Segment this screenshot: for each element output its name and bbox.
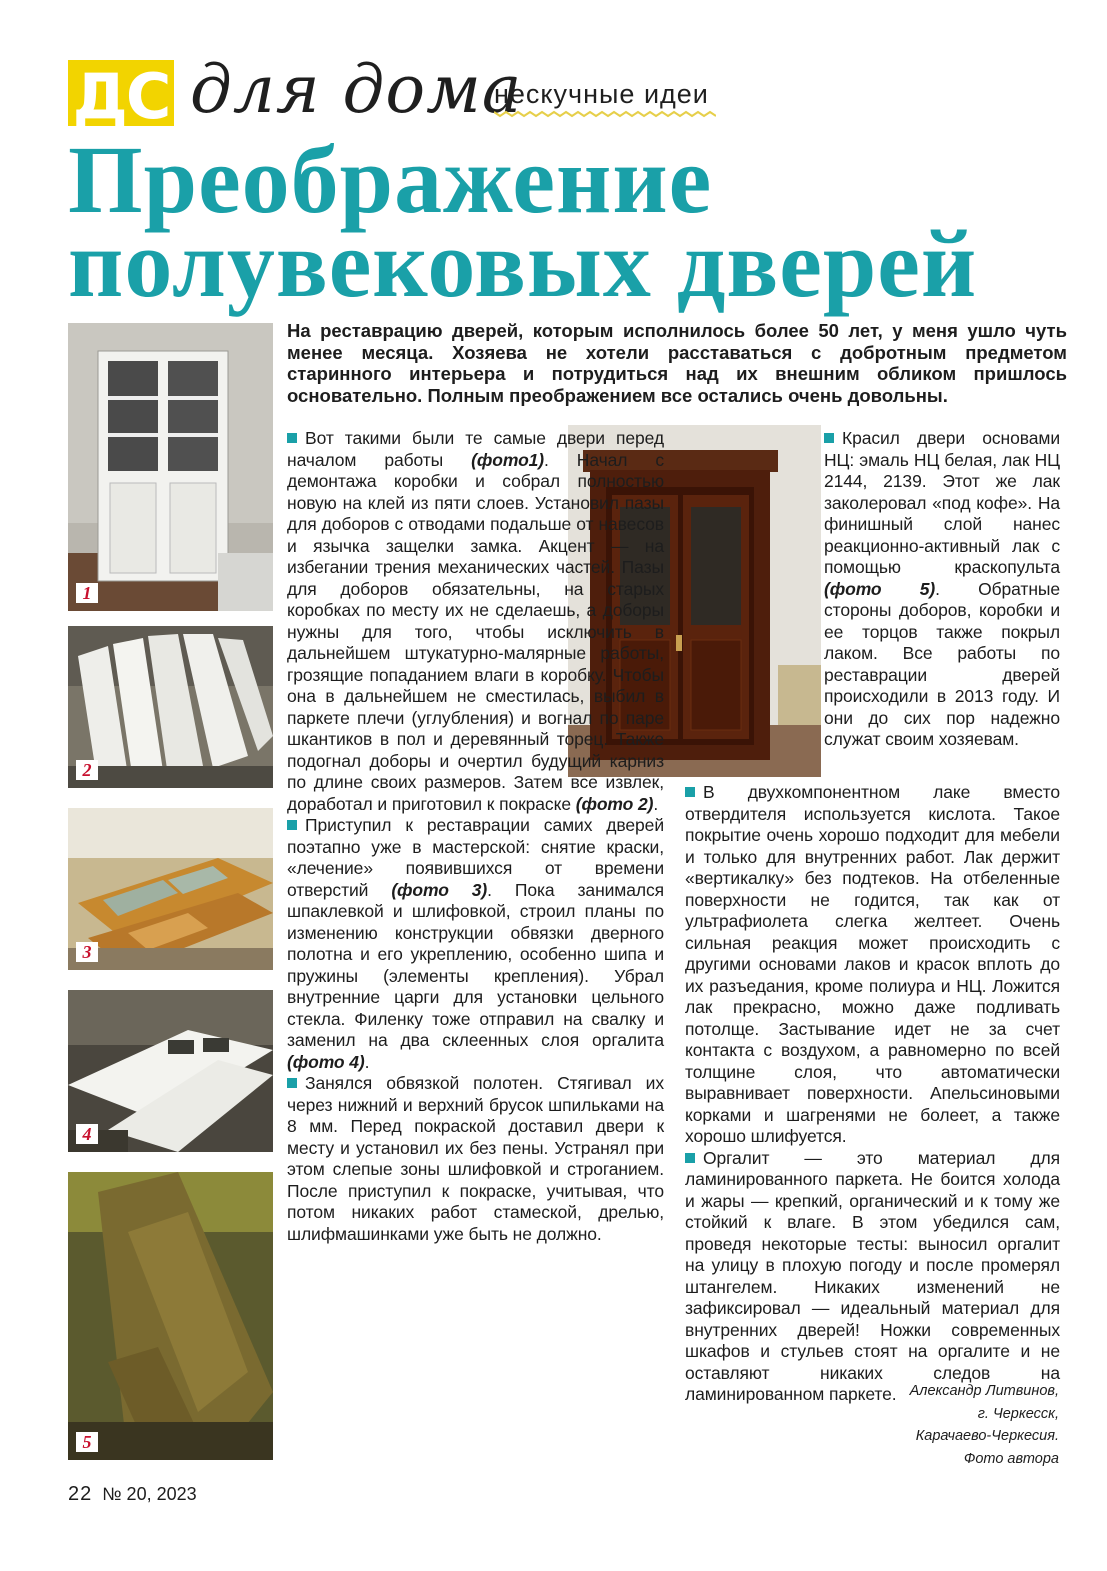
paragraph-5: В двухкомпонентном лаке вместо отвердителя используется кислота. Такое покрытие очень хорошо подходит для мебели и только для внутренних работ. Лак держит «вертикалку» без подтеков. На отбеленные поверхности не годится, так как от ультрафиолета слегка желтеет. Очень сильная реакция может происходить с другими основами лаков и красок вплоть до их разъедания, кроме полиура и НЦ. Ложится лак прекрасно, можно даже подливать потолще. Застывание идет не за счет контакта с воздухом, а равномерно по всей толщине слоя, что автоматически выравнивает поверхности. Апельсиновыми корками и шагренями не болеет, а также хорошо шлифуется. xyxy=(685,782,1060,1146)
article-lead: На реставрацию дверей, которым исполнилось более 50 лет, у меня ушло чуть менее месяца. Хозяева не хотели расставаться с добротным предметом старинного интерьера и потрудиться над их внешним обликом пришлось основательно. Полным преображением все остались очень довольны. xyxy=(287,320,1067,406)
author-city: г. Черкесск, xyxy=(977,1405,1059,1422)
photo-3-stripped-doors xyxy=(68,808,273,970)
text-column-1 xyxy=(287,428,664,1245)
photo-4-painted-doors xyxy=(68,990,273,1152)
page-footer xyxy=(68,1483,197,1506)
paragraph-2: Приступил к реставрации самих дверей поэтапно уже в мастерской: снятие краски, «лечение» появившихся от времени отверстий (фото 3). Пока занимался шпаклевкой и шлифовкой, строил планы по изменению конструкции обвязки дверного полотна и его укреплению, особенно шипа и пружины (элементы крепления). Убрал внутренние царги для установки цельного стекла. Филенку тоже отправил на свалку и заменил на два склеенных слоя оргалита (фото 4). xyxy=(287,815,665,1072)
logo-text: ДС xyxy=(72,60,170,133)
paragraph-4: Красил двери основами НЦ: эмаль НЦ белая, лак НЦ 2144, 2139. Этот же лак заколеровал «под кофе». На финишный слой нанес реакционно-активный лак с помощью краскопульта (фото 5). Обратные стороны доборов, коробки и ее торцов также покрыл лаком. Все работы по реставрации дверей происходили в 2013 году. И они до сих пор надежно служат своим хозяевам. xyxy=(824,428,1060,749)
bullet-square-icon xyxy=(287,433,297,443)
photo-1-label: 1 xyxy=(76,583,98,603)
photo-credit: Фото автора xyxy=(963,1450,1059,1467)
section-title: для дома xyxy=(190,51,523,128)
section-subtitle: нескучные идеи xyxy=(494,79,709,109)
bullet-square-icon xyxy=(685,1153,695,1163)
headline-line-2: полувековых дверей xyxy=(68,210,978,317)
page-number: 22 xyxy=(68,1483,93,1505)
photo-2-label: 2 xyxy=(76,760,98,780)
photo-4-label: 4 xyxy=(76,1124,98,1144)
bullet-square-icon xyxy=(287,1078,297,1088)
paragraph-1: Вот такими были те самые двери перед началом работы (фото1). Начал с демонтажа коробки и собрал полностью новую на клей из пяти слоев. Установил пазы для доборов с отводами подальше от навесов и язычка защелки замка. Акцент — на избегании трения механических частей. Пазы для доборов обязательны, на старых коробках по месту их не сделаешь, а доборы нужны для того, чтобы исключить в дальнейшем штукатурно-малярные работы, грозящие попаданием влаги в коробку. Чтобы она в дальнейшем не сместилась, выбил в паркете плечи (углубления) и вогнал по паре шкантиков в пол и деревянный торец. Также подогнал доборы и очертил будущий карниз по длине своих размеров. Затем все извлек, доработал и приготовил к покраске (фото 2). xyxy=(287,428,664,814)
paragraph-6: Оргалит — это материал для ламинированного паркета. Не боится холода и жары — крепкий, органический и к тому же стойкий к влаге. В этом убедился сам, проведя некоторые тесты: выносил оргалит на улицу в плохую погоду и после промерял штангелем. Никаких изменений не зафиксировал — идеальный материал для внутренних дверей! Ножки современных шкафов и стульев стоят на оргалите и не оставляют никаких следов на ламинированном паркете. xyxy=(685,1147,1060,1404)
bullet-square-icon xyxy=(685,787,695,797)
author-name: Александр Литвинов, xyxy=(909,1383,1059,1399)
issue-number: № 20, 2023 xyxy=(102,1484,197,1504)
author-signature xyxy=(739,1380,1059,1470)
bullet-square-icon xyxy=(824,433,834,443)
magazine-logo xyxy=(68,60,174,133)
photo-1-old-door xyxy=(68,323,273,611)
photo-3-label: 3 xyxy=(76,942,98,962)
photo-5-label: 5 xyxy=(76,1432,98,1452)
zigzag-divider xyxy=(494,110,716,118)
paragraph-3: Занялся обвязкой полотен. Стягивал их через нижний и верхний брусок шпильками на 8 мм. Перед покраской доставил двери к месту и установил их без пены. Устранял при этом слепые зоны шлифовкой и строганием. После приступил к покраске, учитывая, что потом никаких работ стамеской, дрелью, шлифмашинками уже быть не должно. xyxy=(287,1073,664,1244)
text-column-3 xyxy=(685,782,1060,1406)
headline-line-1: Преображение xyxy=(68,126,713,233)
article-headline xyxy=(68,126,1068,317)
bullet-square-icon xyxy=(287,820,297,830)
author-region: Карачаево-Черкесия. xyxy=(915,1428,1059,1444)
photo-5-lacquered-door xyxy=(68,1172,273,1460)
photo-2-door-frames xyxy=(68,626,273,788)
text-column-2 xyxy=(824,428,1060,751)
